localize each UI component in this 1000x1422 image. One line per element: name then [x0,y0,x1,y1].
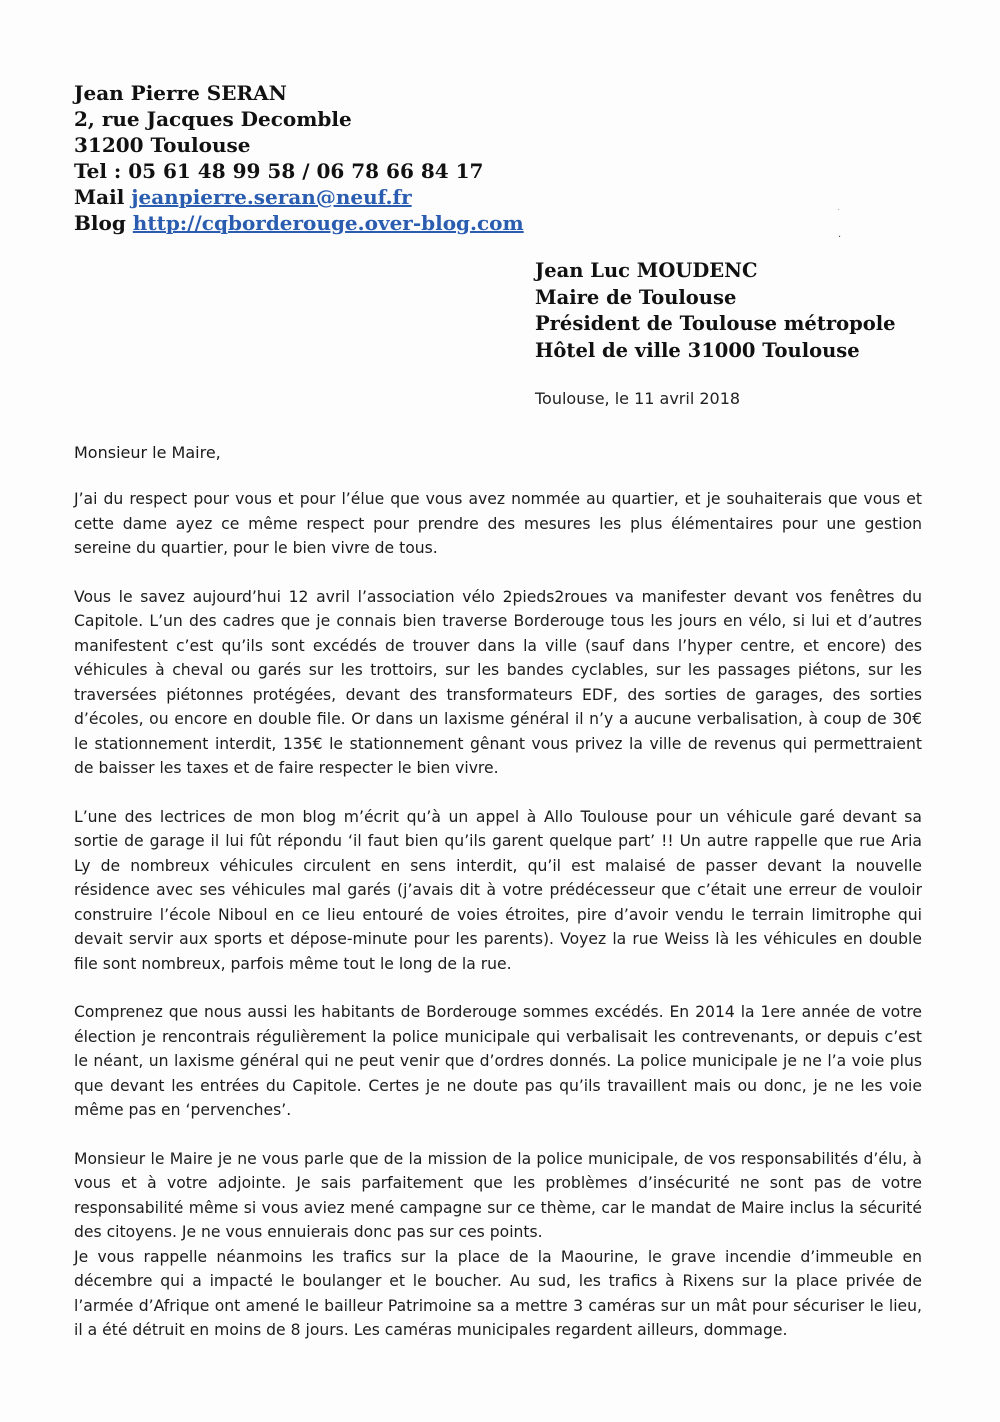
sender-blog-line [74,210,524,236]
sender-mail-link[interactable]: jeanpierre.seran@neuf.fr [131,185,412,209]
sender-blog-label: Blog [74,211,133,235]
sender-block [74,80,524,236]
sender-street: 2, rue Jacques Decomble [74,107,352,131]
paragraph-respect: J’ai du respect pour vous et pour l’élue que vous avez nommée au quartier, et je souhaiterais que vous et cette dame ayez ce même respect pour prendre des mesures les plus élémentaires pour une gestion sereine du quartier, pour le bien vivre de tous. [74,490,922,557]
paragraph-responsibilities: Monsieur le Maire je ne vous parle que de la mission de la police municipale, de vos responsabilités d’élu, à vous et à votre adjointe. Je sais parfaitement que les problèmes d’insécurité ne sont pas de votre responsabilité même si vous aviez mené campagne sur ce thème, car le mandat de Maire inclus la sécurité des citoyens. Je ne vous ennuierais donc pas sur ces points. [74,1149,922,1241]
recipient-name: Jean Luc MOUDENC [535,259,758,282]
salutation: Monsieur le Maire, [74,443,221,462]
recipient-address: Hôtel de ville 31000 Toulouse [535,338,860,362]
sender-blog-link[interactable]: http://cqborderouge.over-blog.com [132,211,524,235]
sender-city: 31200 Toulouse [74,133,251,157]
scan-speck: · [838,232,842,243]
letter-date: Toulouse, le 11 avril 2018 [535,389,741,408]
paragraph-bike-protest: Vous le savez aujourd’hui 12 avril l’association vélo 2pieds2roues va manifester devant vos fenêtres du Capitole. L’un des cadres que je connais bien traverse Borderouge tous les jours en vélo, si lui et d’autres manifestent c’est qu’ils sont excédés de trouver dans la ville (sauf dans l’hyper centre, et encore) des véhicules à cheval ou garés sur les trottoirs, sur les bandes cyclables, sur les passages piétons, sur les traversées piétonnes protégées, devant des transformateurs EDF, des sorties de garages, des sorties d’écoles, ou encore en double file. Or dans un laxisme général il n’y a aucune verbalisation, à coup de 30€ le stationnement interdit, 135€ le stationnement gênant vous privez la ville de revenus qui permettraient de baisser les taxes et de faire respecter le bien vivre. [74,587,922,777]
paragraph-residents: Comprenez que nous aussi les habitants de Borderouge sommes excédés. En 2014 la 1ere année de votre élection je rencontrais régulièrement la police municipale qui verbalisait les contrevenants, or depuis c’est le néant, un laxisme général qui ne peut venir que d’ordres donnés. La police municipale je ne l’a voie plus que devant les entrées du Capitole. Certes je ne doute pas qu’ils travaillent mais ou donc, je ne les voie même pas en ‘pervenches’. [74,1003,922,1119]
sender-mail-label: Mail [74,185,132,209]
sender-name: Jean Pierre SERAN [74,81,287,105]
paragraph-blog-reader: L’une des lectrices de mon blog m’écrit qu’à un appel à Allo Toulouse pour un véhicule garé devant sa sortie de garage il lui fût répondu ‘il faut bien qu’ils garent quelque part’ !! Un autre rappelle que rue Aria Ly de nombreux véhicules circulent en sens interdit, qu’il est malaisé de passer devant la nouvelle résidence avec ses véhicules mal garés (j’avais dit à votre prédécesseur que c’était une erreur de vouloir construire l’école Niboul en ce lieu entouré de voies étroites, pire d’avoir vendu le terrain limitrophe qui devait servir aux sports et dépose-minute pour les parents). Voyez la rue Weiss là les véhicules en double file sont nombreux, parfois même tout le long de la rue. [74,807,922,973]
sender-mail-line [74,184,524,210]
letter-body [74,487,922,1343]
recipient-title-president: Président de Toulouse métropole [535,312,896,335]
paragraph-trafficking: Je vous rappelle néanmoins les trafics sur la place de la Maourine, le grave incendie d’immeuble en décembre qui a impacté le boulanger et le boucher. Au sud, les trafics à Rixens sur la place privée de l’armée d’Afrique ont amené le bailleur Patrimoine sa a mettre 3 caméras sur un mât pour sécuriser le lieu, il a été détruit en moins de 8 jours. Les caméras municipales regardent ailleurs, dommage. [74,1247,922,1339]
sender-tel: Tel : 05 61 48 99 58 / 06 78 66 84 17 [74,159,484,183]
recipient-block [535,258,896,364]
recipient-title-mayor: Maire de Toulouse [535,285,737,309]
